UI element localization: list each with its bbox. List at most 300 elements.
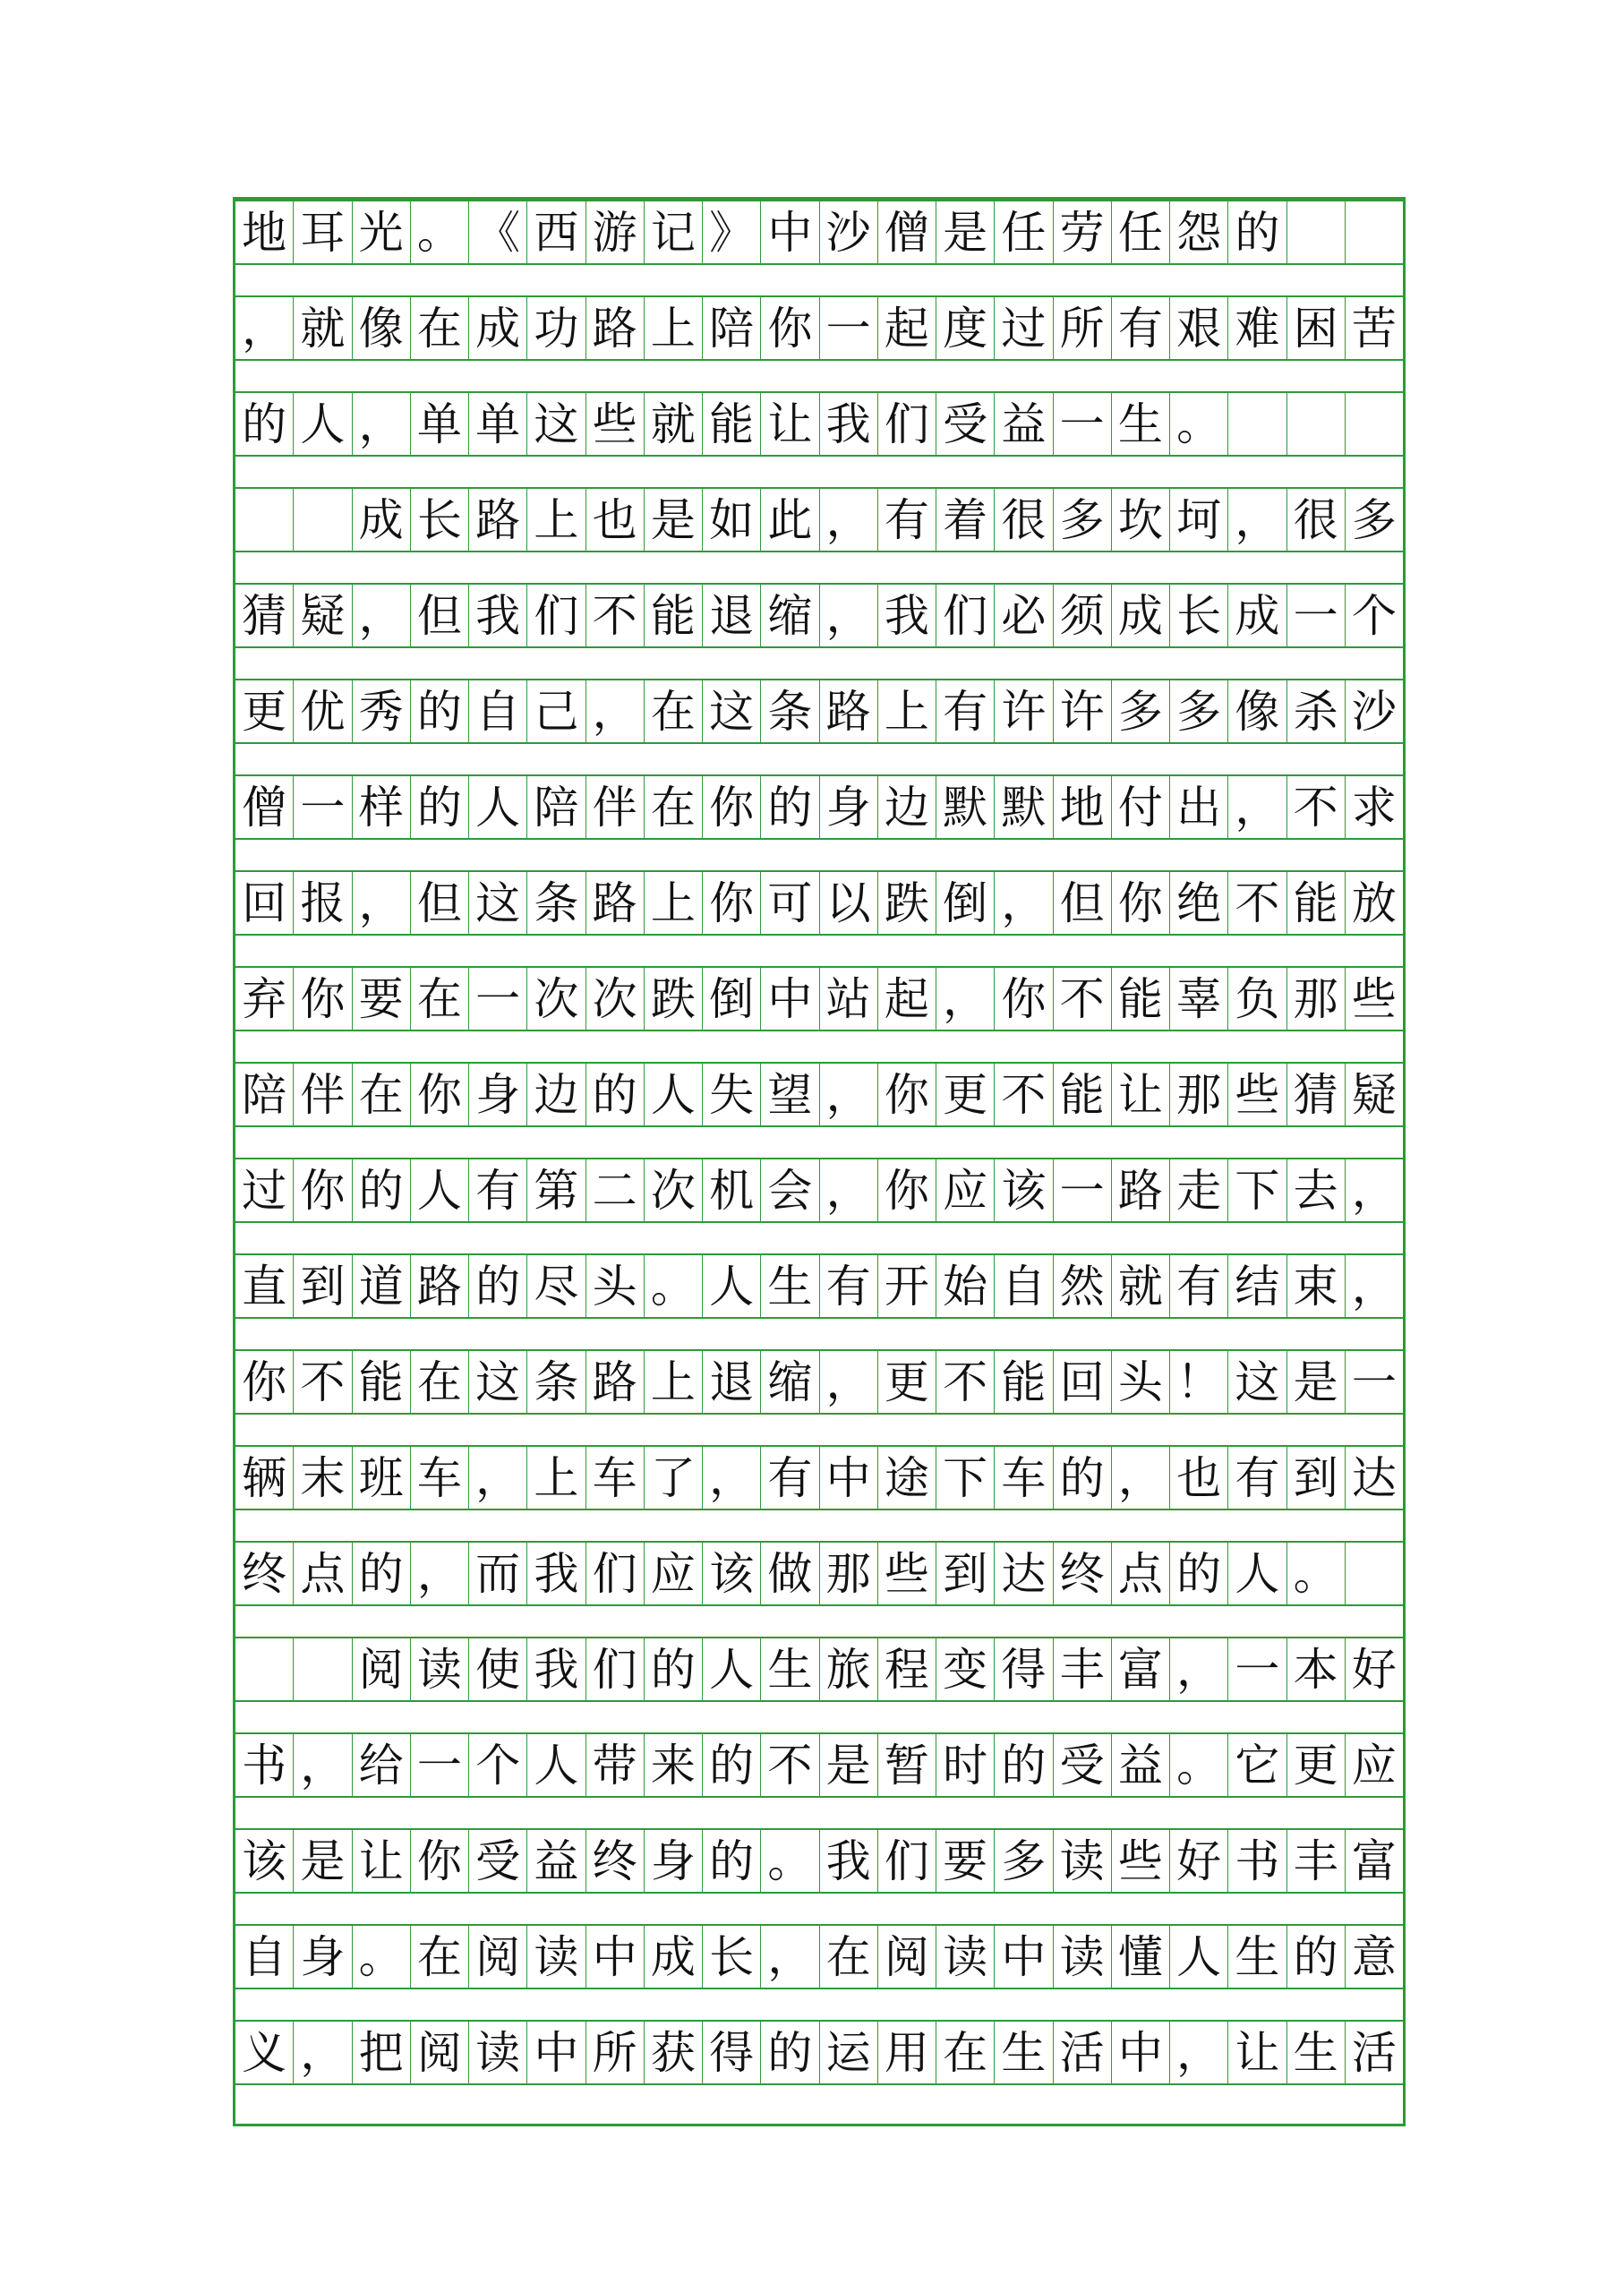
grid-cell: 束 [1287, 1255, 1346, 1317]
grid-cell: 的 [353, 1543, 411, 1604]
grid-cell: ， [353, 393, 411, 455]
grid-cell [1346, 201, 1403, 263]
grid-cell: 更 [878, 1351, 936, 1413]
grid-cell: ， [1228, 489, 1286, 551]
grid-cell: 须 [1054, 585, 1112, 646]
grid-cell [1228, 393, 1286, 455]
grid-cell: 长 [703, 1926, 761, 1988]
grid-cell: 我 [527, 1543, 585, 1604]
grid-cell: 难 [1228, 297, 1286, 359]
grid-cell: 的 [1054, 1447, 1112, 1509]
grid-cell: ， [820, 1159, 878, 1221]
grid-cell: 在 [820, 1926, 878, 1988]
grid-cell: 自 [235, 1926, 294, 1988]
grid-cell: 班 [353, 1447, 411, 1509]
grid-cell: 读 [1054, 1830, 1112, 1892]
grid-cell: ， [294, 1734, 352, 1796]
grid-cell: 不 [936, 1351, 995, 1413]
grid-cell: 读 [411, 1638, 469, 1700]
grid-cell: 人 [645, 1064, 703, 1125]
grid-cell [1346, 393, 1403, 455]
grid-cell: 一 [1287, 585, 1346, 646]
grid-cell: 能 [1112, 968, 1170, 1030]
grid-row [235, 966, 1403, 1031]
grid-cell: 丰 [1287, 1830, 1346, 1892]
grid-cell: 们 [878, 1830, 936, 1892]
grid-cell: 上 [878, 680, 936, 742]
grid-cell: 。 [645, 1255, 703, 1317]
grid-cell: 的 [1170, 1543, 1228, 1604]
grid-cell: 站 [820, 968, 878, 1030]
grid-cell: 们 [936, 585, 995, 646]
grid-cell: 而 [469, 1543, 527, 1604]
grid-cell: 你 [761, 297, 819, 359]
grid-cell: 但 [411, 585, 469, 646]
grid-cell: ， [820, 1351, 878, 1413]
grid-cell: 条 [527, 872, 585, 934]
grid-cell: 好 [1351, 1643, 1397, 1696]
grid-cell: 把 [353, 2022, 411, 2083]
grid-cell: 不 [294, 1351, 352, 1413]
grid-cell: 如 [703, 489, 761, 551]
grid-cell: 的 [703, 1830, 761, 1892]
grid-cell: 回 [235, 872, 294, 934]
grid-cell: 生 [761, 1255, 819, 1317]
grid-cell: 能 [703, 393, 761, 455]
grid-cell: 们 [586, 1543, 645, 1604]
grid-cell: 样 [353, 776, 411, 838]
grid-cell: 在 [411, 1351, 469, 1413]
grid-row [235, 1253, 1403, 1319]
grid-cell: 做 [761, 1543, 819, 1604]
grid-cell: 受 [1054, 1734, 1112, 1796]
grid-cell: 让 [1228, 2022, 1286, 2083]
grid-cell: ， [995, 872, 1053, 934]
grid-cell: 上 [645, 1351, 703, 1413]
grid-cell: 多 [1351, 493, 1397, 546]
grid-cell: 西 [527, 201, 585, 263]
grid-cell: ， [1112, 1447, 1170, 1509]
grid-cell: 始 [936, 1255, 995, 1317]
grid-cell [1287, 393, 1346, 455]
grid-cell: 在 [411, 297, 469, 359]
grid-cell: 多 [1170, 680, 1228, 742]
grid-cell: 末 [294, 1447, 352, 1509]
grid-cell: 一 [469, 968, 527, 1030]
grid-cell: 伴 [586, 776, 645, 838]
grid-cell: 能 [1054, 1064, 1112, 1125]
grid-cell: 些 [586, 393, 645, 455]
grid-cell: 读 [1054, 1926, 1112, 1988]
grid-cell: 能 [645, 585, 703, 646]
grid-cell: 也 [1170, 1447, 1228, 1509]
grid-cell: 单 [411, 393, 469, 455]
grid-cell: 到 [294, 1255, 352, 1317]
grid-cell: 这 [469, 1351, 527, 1413]
grid-cell: 困 [1287, 297, 1346, 359]
grid-cell: 猜 [1287, 1064, 1346, 1125]
grid-cell: 伴 [294, 1064, 352, 1125]
grid-cell: 一 [1054, 1159, 1112, 1221]
grid-cell [235, 489, 294, 551]
grid-row [235, 1062, 1403, 1127]
grid-cell: 让 [353, 1830, 411, 1892]
grid-cell: 暂 [878, 1734, 936, 1796]
grid-cell: 必 [995, 585, 1053, 646]
grid-cell: 光 [353, 201, 411, 263]
grid-cell: 这 [703, 680, 761, 742]
grid-cell: ， [411, 1543, 469, 1604]
grid-cell: 地 [1054, 776, 1112, 838]
grid-cell: 生 [1112, 393, 1170, 455]
grid-cell: 车 [586, 1447, 645, 1509]
grid-cell: 路 [469, 489, 527, 551]
grid-cell: 出 [1170, 776, 1228, 838]
grid-cell: 的 [703, 1734, 761, 1796]
grid-cell: 付 [1112, 776, 1170, 838]
grid-cell: 一 [411, 1734, 469, 1796]
grid-cell: 像 [1228, 680, 1286, 742]
grid-row [235, 583, 1403, 648]
grid-cell: 达 [1351, 1451, 1397, 1504]
grid-cell: 。 [411, 201, 469, 263]
grid-cell: 达 [995, 1543, 1053, 1604]
grid-cell: 自 [995, 1255, 1053, 1317]
grid-row [235, 200, 1403, 265]
grid-cell: 路 [820, 680, 878, 742]
grid-cell: 生 [995, 2022, 1053, 2083]
grid-cell: 是 [936, 201, 995, 263]
grid-cell: 耳 [294, 201, 352, 263]
grid-cell: 你 [878, 1064, 936, 1125]
grid-cell: 人 [294, 393, 352, 455]
grid-cell: 你 [294, 1159, 352, 1221]
grid-cell: 人 [1170, 1926, 1228, 1988]
grid-cell: 们 [878, 393, 936, 455]
grid-cell: 不 [761, 1734, 819, 1796]
grid-cell: ， [936, 968, 995, 1030]
grid-cell: 人 [703, 1255, 761, 1317]
grid-cell: 能 [995, 1351, 1053, 1413]
grid-cell: 直 [235, 1255, 294, 1317]
grid-cell: 一 [1351, 1356, 1397, 1408]
grid-cell: 是 [820, 1734, 878, 1796]
grid-cell: 可 [761, 872, 819, 934]
grid-cell: 辜 [1170, 968, 1228, 1030]
grid-cell: 到 [936, 1543, 995, 1604]
grid-cell: ， [820, 489, 878, 551]
grid-cell: 下 [936, 1447, 995, 1509]
grid-cell: 活 [1054, 2022, 1112, 2083]
grid-cell: 你 [411, 1064, 469, 1125]
grid-cell: ， [353, 585, 411, 646]
grid-cell: 更 [936, 1064, 995, 1125]
grid-cell: 在 [645, 776, 703, 838]
grid-cell: 书 [235, 1734, 294, 1796]
grid-cell: 度 [936, 297, 995, 359]
grid-cell: 陪 [703, 297, 761, 359]
grid-cell: ， [294, 2022, 352, 2083]
grid-cell: 。 [1287, 1543, 1346, 1604]
grid-cell: 游 [586, 201, 645, 263]
grid-cell: 们 [527, 585, 585, 646]
grid-cell: 获 [645, 2022, 703, 2083]
grid-cell: 中 [761, 201, 819, 263]
grid-cell: 条 [527, 1351, 585, 1413]
grid-cell: 程 [878, 1638, 936, 1700]
grid-cell: 求 [1351, 781, 1397, 834]
grid-cell: 要 [353, 968, 411, 1030]
grid-cell: 单 [469, 393, 527, 455]
grid-cell: 要 [936, 1830, 995, 1892]
grid-cell: 优 [294, 680, 352, 742]
grid-cell: 丰 [1054, 1638, 1112, 1700]
grid-cell: 二 [586, 1159, 645, 1221]
grid-cell: 有 [469, 1159, 527, 1221]
grid-cell: ， [761, 1926, 819, 1988]
grid-cell: 好 [1170, 1830, 1228, 1892]
grid-cell: 长 [411, 489, 469, 551]
grid-cell: ， [820, 585, 878, 646]
grid-cell: 过 [235, 1159, 294, 1221]
grid-cell: 它 [1228, 1734, 1286, 1796]
grid-cell: 次 [527, 968, 585, 1030]
grid-row [235, 1158, 1403, 1223]
grid-cell: 中 [586, 1926, 645, 1988]
grid-row [235, 2020, 1403, 2085]
grid-cell: 人 [469, 776, 527, 838]
grid-cell: 我 [820, 1830, 878, 1892]
grid-cell: 所 [586, 2022, 645, 2083]
grid-cell: 自 [469, 680, 527, 742]
grid-cell: 的 [645, 1638, 703, 1700]
grid-row [235, 1732, 1403, 1798]
grid-cell: 倒 [936, 872, 995, 934]
grid-cell: 的 [411, 776, 469, 838]
grid-cell: 条 [761, 680, 819, 742]
grid-cell: 中 [527, 2022, 585, 2083]
grid-cell: 的 [1228, 201, 1286, 263]
grid-cell: 终 [586, 1830, 645, 1892]
grid-cell: 我 [878, 585, 936, 646]
grid-cell: 中 [761, 968, 819, 1030]
grid-cell: 读 [936, 1926, 995, 1988]
grid-cell: 成 [1112, 585, 1170, 646]
grid-cell: 更 [1287, 1734, 1346, 1796]
grid-cell: 富 [1112, 1638, 1170, 1700]
grid-cell: 是 [645, 489, 703, 551]
grid-row [235, 1445, 1403, 1510]
grid-cell: 次 [586, 968, 645, 1030]
grid-cell: 来 [645, 1734, 703, 1796]
grid-cell: 路 [1112, 1159, 1170, 1221]
grid-cell: 的 [235, 393, 294, 455]
grid-row [235, 391, 1403, 457]
grid-cell: 多 [1112, 680, 1170, 742]
grid-cell: 读 [469, 2022, 527, 2083]
grid-cell: 上 [527, 489, 585, 551]
grid-cell: 阅 [469, 1926, 527, 1988]
grid-cell: 应 [645, 1543, 703, 1604]
grid-cell: 尽 [527, 1255, 585, 1317]
grid-cell: 次 [645, 1159, 703, 1221]
grid-cell: 路 [586, 872, 645, 934]
grid-cell: 得 [703, 2022, 761, 2083]
grid-row [235, 1828, 1403, 1894]
grid-cell: 跌 [878, 872, 936, 934]
grid-cell: 在 [353, 1064, 411, 1125]
grid-cell: 望 [761, 1064, 819, 1125]
grid-cell: 边 [527, 1064, 585, 1125]
grid-cell: 去 [1287, 1159, 1346, 1221]
grid-cell: 在 [936, 2022, 995, 2083]
grid-cell: 僧 [878, 201, 936, 263]
grid-cell: 很 [1287, 489, 1346, 551]
grid-cell: 益 [1112, 1734, 1170, 1796]
grid-cell: 许 [1054, 680, 1112, 742]
grid-cell: 那 [1170, 1064, 1228, 1125]
grid-cell: 不 [1287, 776, 1346, 838]
grid-cell: 退 [703, 1351, 761, 1413]
grid-cell: 懂 [1112, 1926, 1170, 1988]
grid-cell: 这 [527, 393, 585, 455]
grid-cell: 长 [1170, 585, 1228, 646]
grid-cell: ， [703, 1447, 761, 1509]
grid-cell: 使 [469, 1638, 527, 1700]
grid-cell: 这 [1228, 1351, 1286, 1413]
grid-cell: ， [469, 1447, 527, 1509]
grid-cell: 沙 [820, 201, 878, 263]
grid-cell: 运 [820, 2022, 878, 2083]
grid-cell: 己 [527, 680, 585, 742]
grid-cell: 在 [411, 1926, 469, 1988]
grid-cell: 。 [761, 1830, 819, 1892]
grid-cell: 成 [645, 1926, 703, 1988]
grid-cell: 猜 [235, 585, 294, 646]
grid-cell: 但 [1054, 872, 1112, 934]
grid-cell: 终 [1054, 1543, 1112, 1604]
grid-cell: 所 [1054, 297, 1112, 359]
grid-cell: 车 [995, 1447, 1053, 1509]
grid-cell [235, 1638, 294, 1700]
grid-cell: 点 [294, 1543, 352, 1604]
grid-cell: 的 [411, 680, 469, 742]
grid-cell: 以 [820, 872, 878, 934]
grid-cell: 的 [761, 2022, 819, 2083]
grid-cell: 绝 [1170, 872, 1228, 934]
grid-cell: 应 [1351, 1739, 1397, 1792]
grid-cell: 陪 [235, 1064, 294, 1125]
grid-cell: 让 [1112, 1064, 1170, 1125]
grid-cell: 们 [586, 1638, 645, 1700]
grid-cell: ， [820, 1064, 878, 1125]
grid-cell: 身 [294, 1926, 352, 1988]
grid-row [235, 1349, 1403, 1415]
grid-cell: 阅 [878, 1926, 936, 1988]
grid-cell: 沙 [1351, 685, 1397, 738]
grid-cell: 地 [235, 201, 294, 263]
grid-cell: 中 [820, 1447, 878, 1509]
grid-cell: 一 [1228, 1638, 1286, 1700]
grid-cell: 给 [353, 1734, 411, 1796]
grid-cell: 些 [1351, 972, 1397, 1025]
grid-cell: 坎 [1112, 489, 1170, 551]
grid-cell [1346, 1543, 1403, 1604]
grid-cell: 就 [1112, 1255, 1170, 1317]
grid-cell: 了 [645, 1447, 703, 1509]
grid-cell: 路 [586, 297, 645, 359]
grid-cell: ， [353, 872, 411, 934]
grid-cell: 机 [703, 1159, 761, 1221]
grid-cell: 我 [527, 1638, 585, 1700]
grid-cell: 变 [936, 1638, 995, 1700]
grid-cell: 怨 [1170, 201, 1228, 263]
grid-cell: 有 [878, 489, 936, 551]
grid-cell: 生 [1228, 1926, 1286, 1988]
grid-cell: 的 [761, 776, 819, 838]
grid-cell [294, 1638, 352, 1700]
grid-cell: 的 [586, 1064, 645, 1125]
grid-row [235, 1637, 1403, 1702]
grid-cell: 任 [995, 201, 1053, 263]
grid-cell: ， [1228, 776, 1286, 838]
grid-cell: 一 [820, 297, 878, 359]
grid-cell: 路 [411, 1255, 469, 1317]
grid-cell: 有 [1112, 297, 1170, 359]
grid-cell: 退 [703, 585, 761, 646]
grid-row [235, 1541, 1403, 1606]
grid-cell: 上 [645, 872, 703, 934]
grid-cell: 身 [820, 776, 878, 838]
grid-cell: 益 [527, 1830, 585, 1892]
grid-cell: 些 [878, 1543, 936, 1604]
grid-cell: 该 [995, 1159, 1053, 1221]
grid-cell: 到 [1287, 1447, 1346, 1509]
grid-cell: 你 [294, 968, 352, 1030]
grid-cell: 然 [1054, 1255, 1112, 1317]
grid-cell: 带 [586, 1734, 645, 1796]
grid-cell: 的 [1287, 1926, 1346, 1988]
grid-cell: 功 [527, 297, 585, 359]
grid-row [235, 1924, 1403, 1989]
grid-cell: 那 [820, 1543, 878, 1604]
grid-cell: ， [1170, 2022, 1228, 2083]
grid-cell: 就 [645, 393, 703, 455]
grid-cell: 。 [1170, 1734, 1228, 1796]
grid-cell: 义 [235, 2022, 294, 2083]
grid-cell: 路 [586, 1351, 645, 1413]
grid-cell: 的 [353, 1159, 411, 1221]
grid-cell: 一 [1054, 393, 1112, 455]
grid-cell: 失 [703, 1064, 761, 1125]
grid-cell: 你 [235, 1351, 294, 1413]
grid-cell: ， [586, 680, 645, 742]
grid-cell: 疑 [294, 585, 352, 646]
grid-cell: 人 [411, 1159, 469, 1221]
manuscript-grid-sheet [233, 197, 1406, 2126]
grid-cell: 你 [878, 1159, 936, 1221]
grid-cell: 缩 [761, 585, 819, 646]
grid-cell: 应 [936, 1159, 995, 1221]
grid-cell: 这 [469, 872, 527, 934]
grid-cell: 许 [995, 680, 1053, 742]
grid-cell: 让 [761, 393, 819, 455]
grid-cell: 《 [469, 201, 527, 263]
grid-cell: 像 [353, 297, 411, 359]
grid-cell: 生 [761, 1638, 819, 1700]
grid-cell: 疑 [1351, 1068, 1397, 1121]
grid-cell: 头 [1112, 1351, 1170, 1413]
